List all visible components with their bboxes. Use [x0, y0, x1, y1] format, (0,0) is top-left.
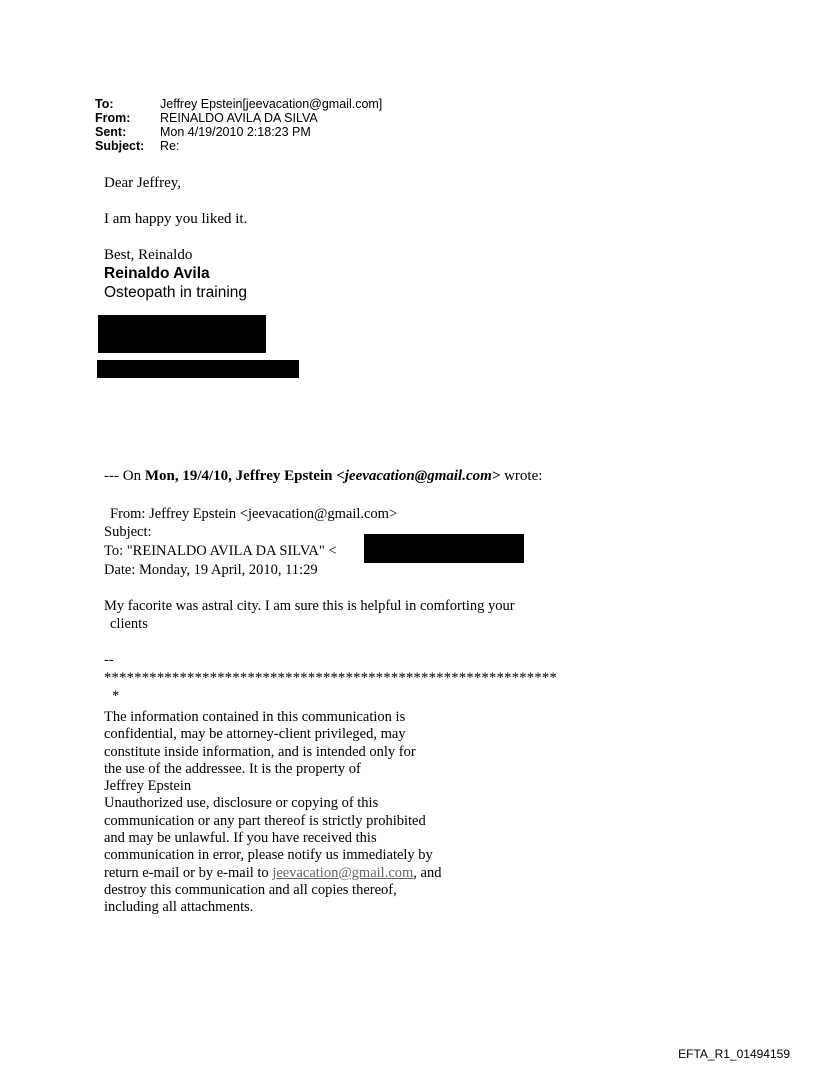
redaction-block [97, 360, 299, 378]
signature-dashes: -- [104, 652, 114, 668]
redaction-block [364, 534, 524, 563]
quoted-from: From: Jeffrey Epstein <jeevacation@gmail.com> [110, 506, 398, 522]
signature-name: Reinaldo Avila [104, 265, 210, 282]
quoted-intro-prefix: --- On [104, 468, 145, 484]
redaction-block [98, 315, 266, 353]
reply-message: I am happy you liked it. [104, 211, 248, 227]
disclaimer-line: confidential, may be attorney-client privileged, may [104, 726, 406, 743]
sent-label: Sent: [95, 125, 127, 139]
subject-value: Re: [160, 139, 180, 153]
email-header [95, 97, 382, 153]
from-row [95, 111, 382, 125]
quoted-intro-email: <jeevacation@gmail.com> [336, 468, 501, 484]
asterisk-single: * [112, 688, 120, 704]
disclaimer-line: communication in error, please notify us immediately by [104, 847, 433, 864]
disclaimer-line: communication or any part thereof is strictly prohibited [104, 812, 426, 829]
disclaimer-line: the use of the addressee. It is the property of [104, 760, 361, 777]
disclaimer-line [104, 865, 441, 882]
to-row [95, 97, 382, 111]
quoted-date: Date: Monday, 19 April, 2010, 11:29 [104, 562, 318, 578]
signature-title: Osteopath in training [104, 284, 248, 301]
asterisk-divider: ************************************************************ [104, 670, 557, 686]
disclaimer-text: , and [413, 864, 442, 881]
disclaimer [104, 709, 441, 917]
subject-row [95, 139, 382, 153]
greeting: Dear Jeffrey, [104, 175, 182, 191]
subject-label: Subject: [95, 139, 145, 153]
disclaimer-text: return e-mail or by e-mail to [104, 864, 273, 881]
closing: Best, Reinaldo [104, 247, 193, 263]
disclaimer-line: including all attachments. [104, 899, 254, 916]
from-value: REINALDO AVILA DA SILVA [160, 111, 318, 125]
quoted-to: To: "REINALDO AVILA DA SILVA" < [104, 543, 337, 559]
quoted-intro-suffix: wrote: [500, 468, 543, 484]
disclaimer-line: The information contained in this communication is [104, 709, 406, 725]
sent-row [95, 125, 382, 139]
disclaimer-line: Jeffrey Epstein [104, 778, 192, 795]
to-label: To: [95, 97, 114, 111]
quoted-intro [104, 468, 542, 485]
email-link[interactable]: jeevacation@gmail.com [272, 864, 414, 881]
sent-value: Mon 4/19/2010 2:18:23 PM [160, 125, 311, 139]
disclaimer-line: constitute inside information, and is intended only for [104, 743, 416, 760]
disclaimer-line: and may be unlawful. If you have received this [104, 830, 377, 847]
from-label: From: [95, 111, 131, 125]
quoted-intro-date: Mon, 19/4/10, Jeffrey Epstein [144, 468, 337, 484]
disclaimer-line: Unauthorized use, disclosure or copying of this [104, 795, 379, 812]
document-id: EFTA_R1_01494159 [678, 1047, 790, 1061]
quoted-subject: Subject: [104, 524, 152, 540]
quoted-message-line: My facorite was astral city. I am sure this is helpful in comforting your [104, 598, 515, 614]
to-value: Jeffrey Epstein[jeevacation@gmail.com] [160, 97, 383, 111]
quoted-message-line: clients [110, 616, 148, 632]
disclaimer-line: destroy this communication and all copies thereof, [104, 881, 397, 898]
